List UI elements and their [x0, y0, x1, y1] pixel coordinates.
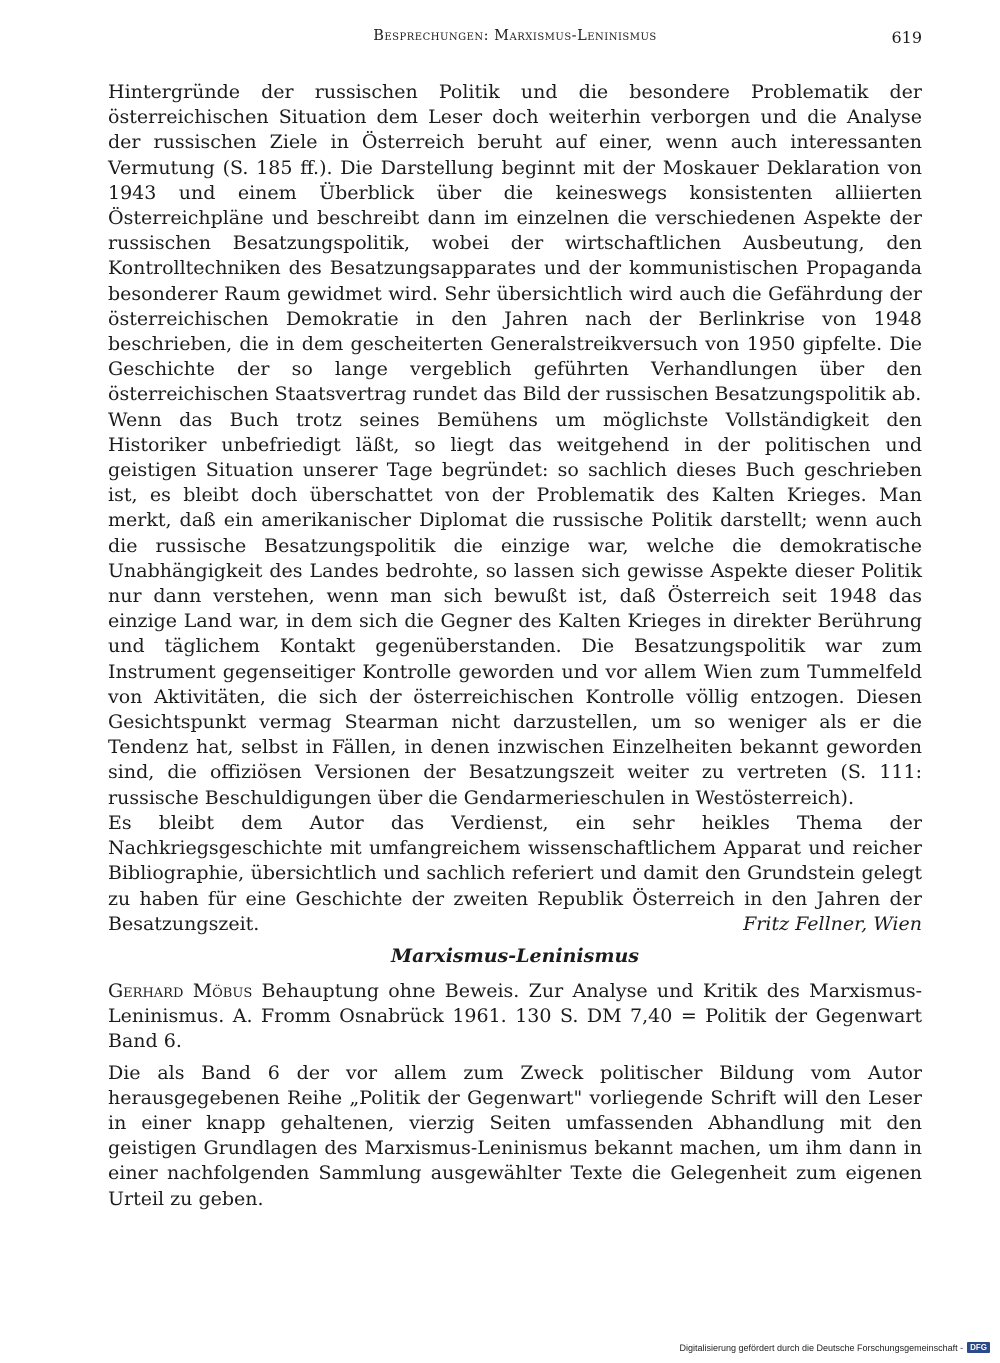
section-title: Marxismus-Leninismus: [391, 944, 639, 967]
page-number: 619: [891, 28, 922, 47]
footer: [679, 1342, 990, 1353]
review1-paragraph-2: Wenn das Buch trotz seines Bemühens um möglichste Vollständigkeit den Historiker unbefriedigt läßt, so liegt das weitgehend in der politischen und geistigen Situation unserer Tage begründet: so sachlich dieses Buch geschrieben ist, es bleibt doch überschattet von der Problematik des Kalten Krieges. Man merkt, daß ein amerikanischer Diplomat die russische Politik darstellt; wenn auch die russische Besatzungspolitik die einzige war, welche die demokratische Unabhängigkeit des Landes bedrohte, so lassen sich gewisse Aspekte dieser Politik nur dann verstehen, wenn man sich bewußt ist, daß Österreich seit 1948 das einzige Land war, in dem sich die Gegner des Kalten Krieges in direkter Berührung und täglichem Kontakt gegenüberstanden. Die Besatzungspolitik war zum Instrument gegenseitiger Kontrolle geworden und vor allem Wien zum Tummelfeld von Aktivitäten, die sich der österreichischen Kontrolle völlig entzogen. Diesen Gesichtspunkt vermag Stearman nicht darzustellen, um so weniger als er die Tendenz hat, selbst in Fällen, in denen inzwischen Einzelheiten bekannt geworden sind, die offiziösen Versionen der Besatzungszeit weiter zu vertreten (S. 111: russische Beschuldigungen über die Gendarmerieschulen in Westösterreich).: [108, 408, 922, 809]
book-author: Gerhard Möbus: [108, 979, 253, 1002]
book-citation: Behauptung ohne Beweis. Zur Analyse und Kritik des Marxismus-Leninismus. A. Fromm Osnabrück 1961. 130 S. DM 7,40 = Politik der Gegenwart Band 6.: [108, 979, 922, 1053]
text-column: [108, 80, 922, 1212]
review1-paragraph-1: Hintergründe der russischen Politik und die besondere Problematik der österreichischen Situation dem Leser doch weiterhin verborgen und die Analyse der russischen Ziele in Österreich beruht auf einer, wenn auch interessanten Vermutung (S. 185 ff.). Die Darstellung beginnt mit der Moskauer Deklaration von 1943 und einem Überblick über die keineswegs konsistenten alliierten Österreichpläne und beschreibt dann im einzelnen die verschiedenen Aspekte der russischen Besatzungspolitik, wobei der wirtschaftlichen Ausbeutung, den Kontrolltechniken des Besatzungsapparates und der kommunistischen Propaganda besonderer Raum gewidmet wird. Sehr übersichtlich wird auch die Gefährdung der österreichischen Demokratie in den Jahren nach der Berlinkrise von 1948 beschrieben, die in dem gescheiterten Generalstreikversuch von 1950 gipfelte. Die Geschichte der so lange vergeblich geführten Verhandlungen über den österreichischen Staatsvertrag rundet das Bild der russischen Besatzungspolitik ab.: [108, 81, 922, 406]
dfg-logo: DFG: [967, 1342, 990, 1353]
review1-paragraph-3-text: Es bleibt dem Autor das Verdienst, ein sehr heikles Thema der Nachkriegsgeschichte mit umfangreichem wissenschaftlichem Apparat und reicher Bibliographie, übersichtlich und sachlich referiert und damit den Grundstein gelegt zu haben für eine Geschichte der zweiten Republik Österreich in den Jahren der Besatzungszeit.: [108, 811, 922, 935]
running-head: Besprechungen: Marxismus-Leninismus: [373, 28, 657, 44]
page-header: [108, 28, 922, 54]
bibliographic-entry: [108, 979, 922, 1055]
reviewer-signature: Fritz Fellner, Wien: [743, 912, 922, 935]
review2-paragraph-1: Die als Band 6 der vor allem zum Zweck politischer Bildung vom Autor herausgegebenen Reihe „Politik der Gegenwart" vorliegende Schrift will den Leser in einer knapp gehaltenen, vierzig Seiten umfassenden Abhandlung mit den geistigen Grundlagen des Marxismus-Leninismus bekannt machen, um ihm dann in einer nachfolgenden Sammlung ausgewählter Texte die Gelegenheit zum eigenen Urteil zu geben.: [108, 1061, 922, 1210]
funding-note: Digitalisierung gefördert durch die Deutsche Forschungsgemeinschaft -: [679, 1342, 964, 1353]
